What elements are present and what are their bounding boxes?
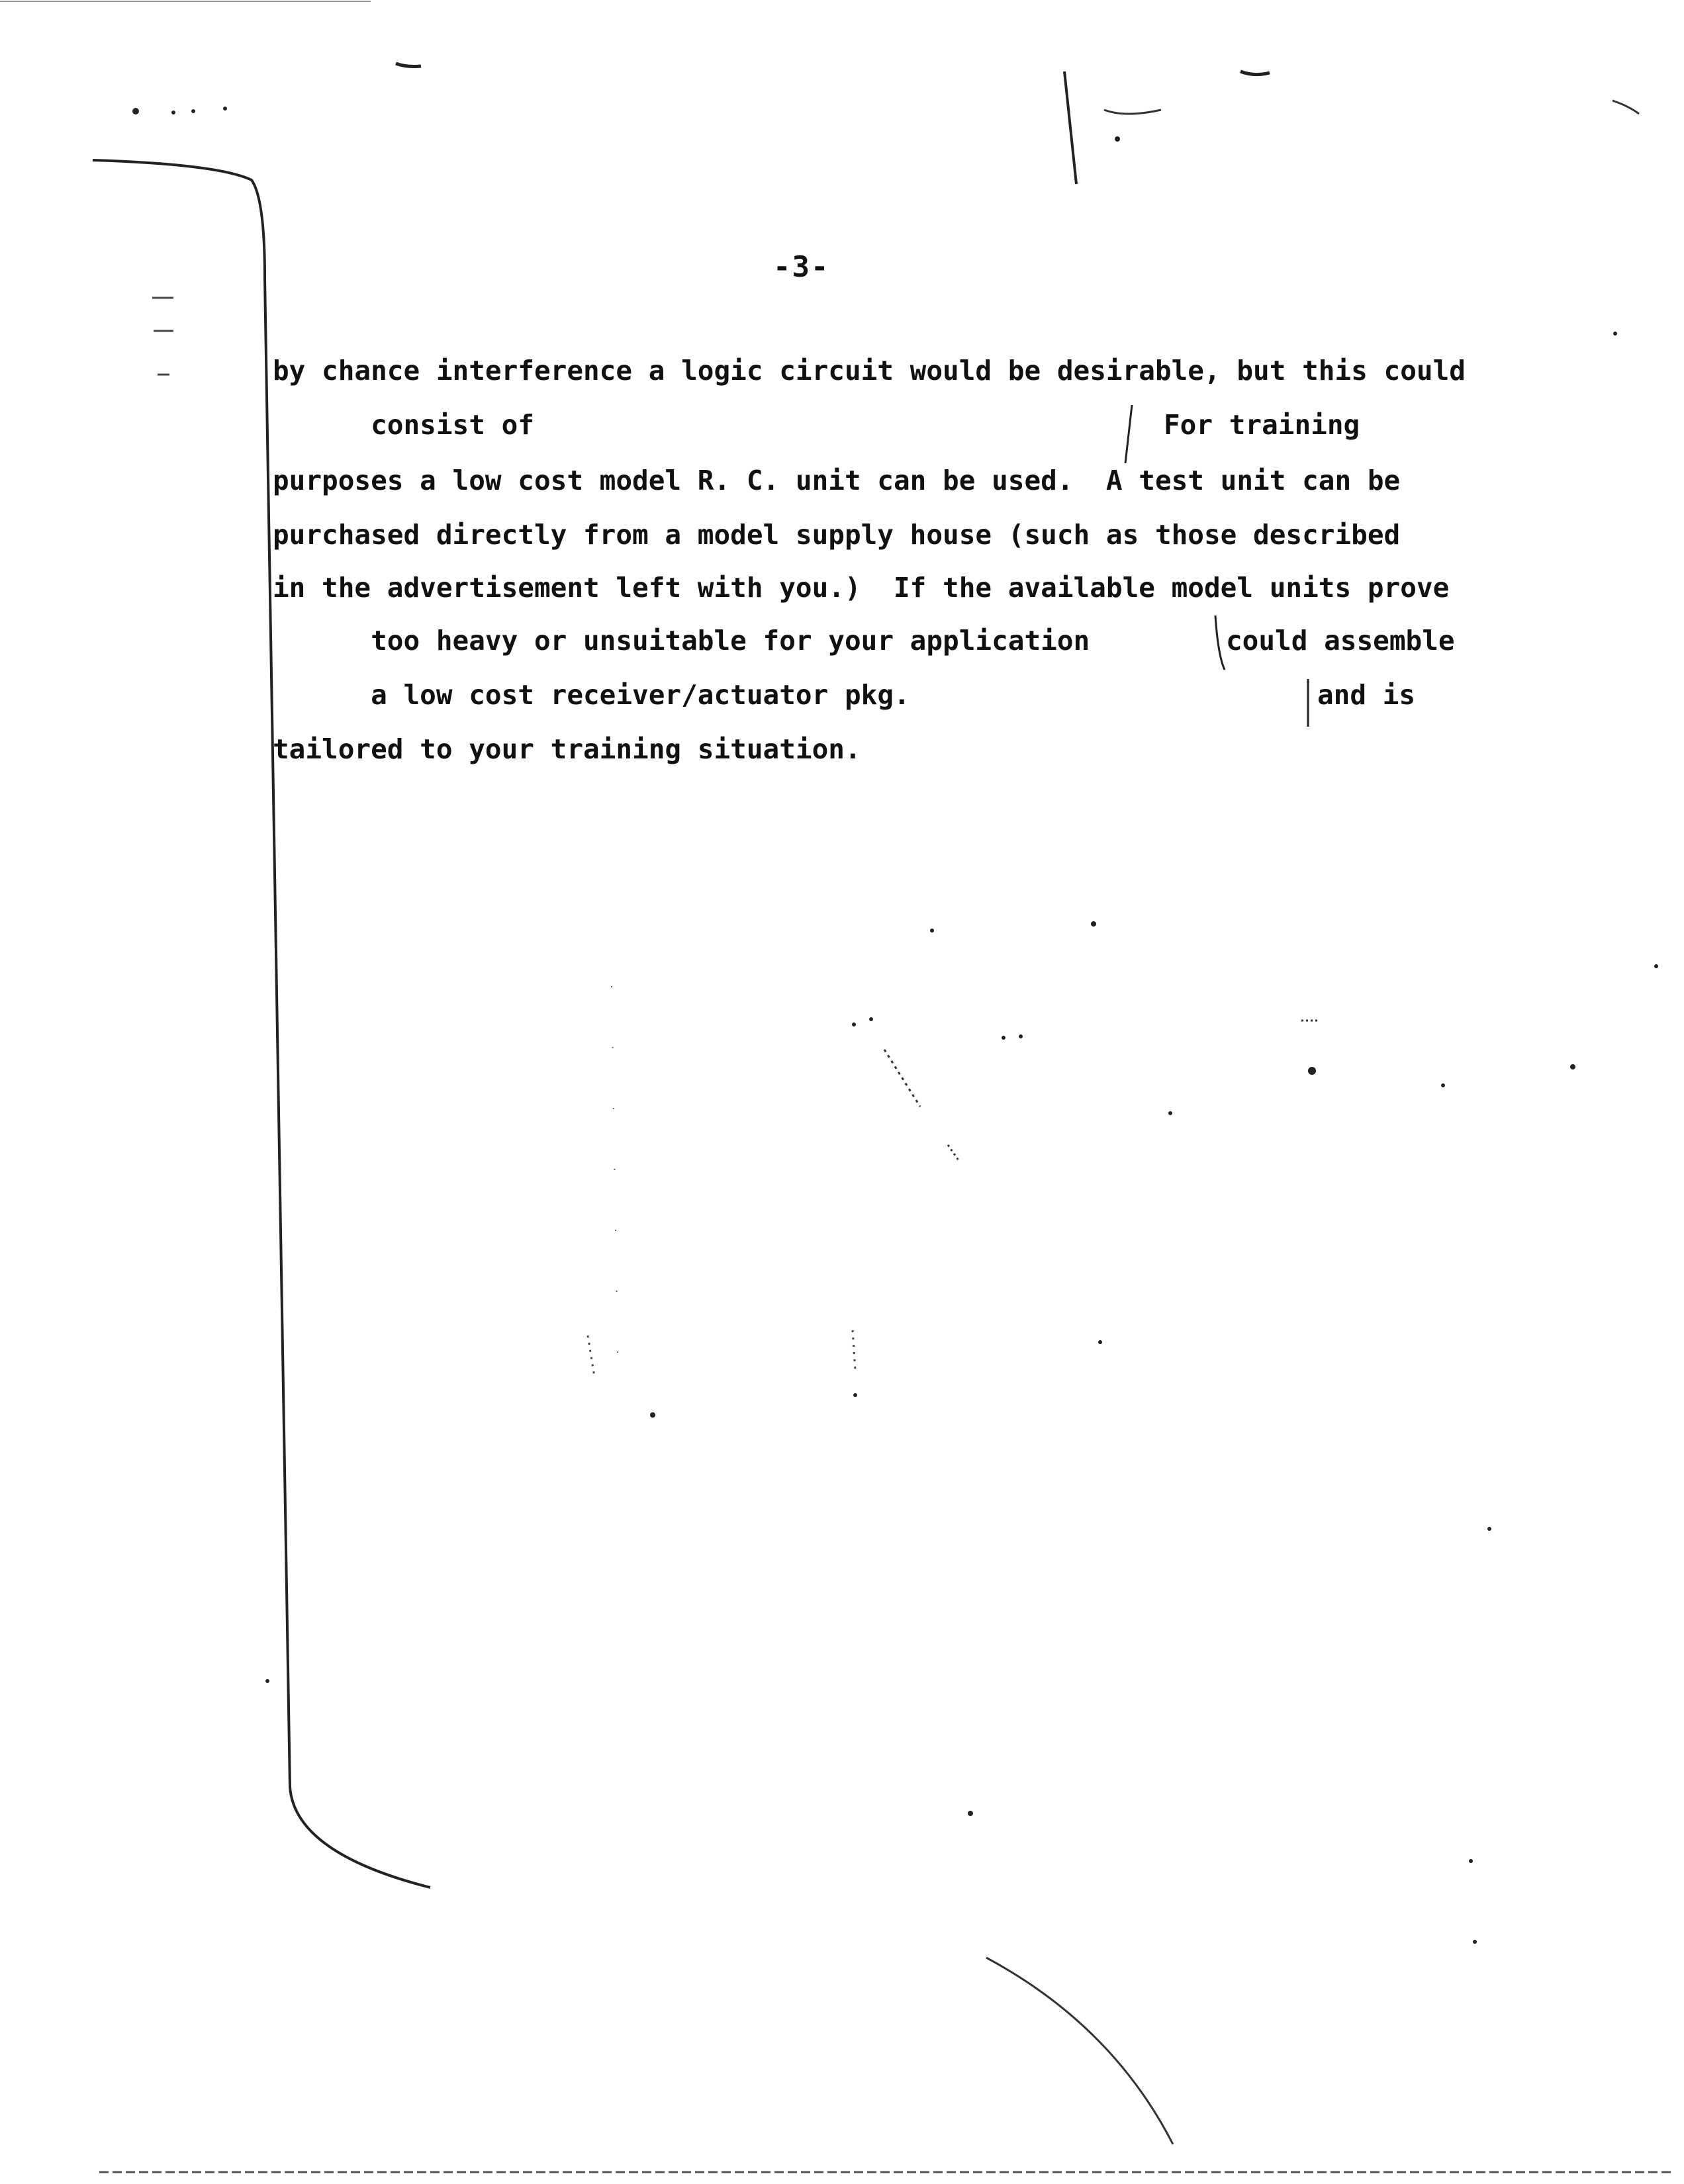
top-vertical-stroke xyxy=(1064,71,1076,184)
text-line: in the advertisement left with you.) If the available model units prove xyxy=(273,572,1450,604)
text-segment: consist of xyxy=(371,409,534,441)
diagonal-stroke xyxy=(986,1958,1173,2144)
text-segment: and is xyxy=(1317,679,1416,711)
page-number: -3- xyxy=(773,250,830,284)
text-line: purchased directly from a model supply house (such as those described xyxy=(273,519,1401,551)
text-line: by chance interference a logic circuit would be desirable, but this could xyxy=(273,355,1466,387)
text-line: tailored to your training situation. xyxy=(273,733,861,765)
text-segment: could assemble xyxy=(1226,625,1455,657)
text-segment: too heavy or unsuitable for your application xyxy=(371,625,1090,657)
text-line: purposes a low cost model R. C. unit can be used. A test unit can be xyxy=(273,465,1401,496)
text-segment: a low cost receiver/actuator pkg. xyxy=(371,679,910,711)
text-segment: For training xyxy=(1164,409,1360,441)
